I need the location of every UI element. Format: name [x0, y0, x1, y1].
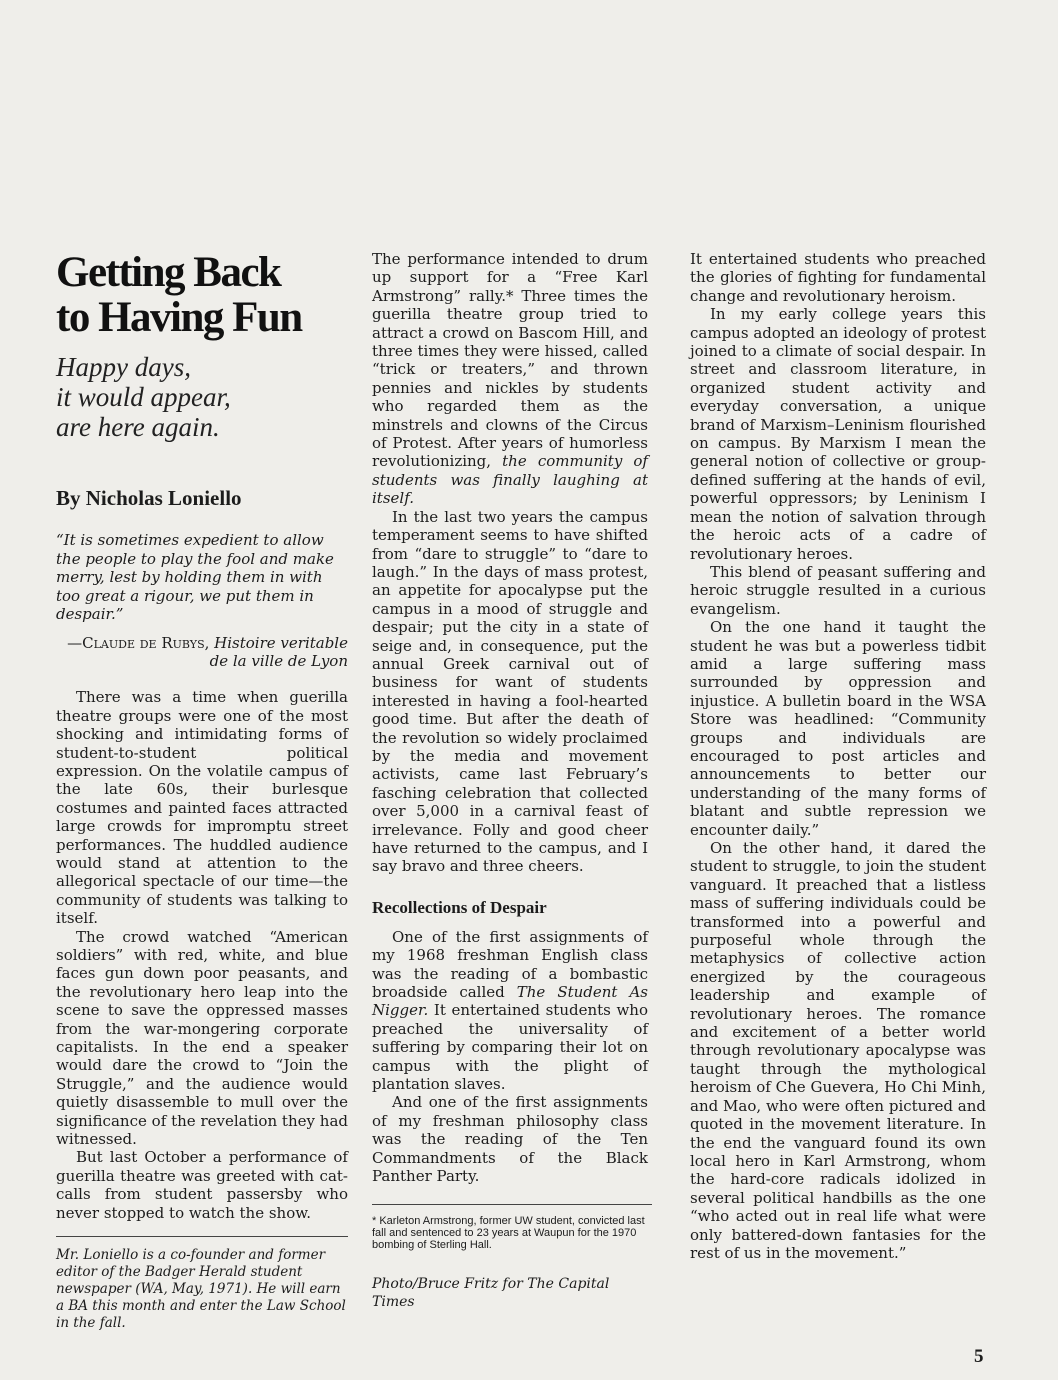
epigraph-author: —Claude de Rubys,	[67, 633, 210, 652]
body-paragraph: One of the first assignments of my 1968 freshman English class was the reading of a bombastic broadside called The Student As Nigger. It entertained students who preached the universality of suffering by comparing their lot on campus with the plight of plantation slaves.	[372, 927, 648, 1094]
column-2	[372, 250, 648, 1311]
body-paragraph: It entertained students who preached the glories of fighting for fundamental change and revolutionary heroism.	[690, 250, 986, 305]
body-paragraph: The performance intended to drum up support for a “Free Karl Armstrong” rally.* Three times the guerilla theatre group tried to attract a crowd on Bascom Hill, and three times they were hissed, called “trick or treaters,” and thrown pennies and nickles by students who regarded them as the minstrels and clowns of the Circus of Protest. After years of humorless revolutionizing, the community of students was finally laughing at itself.	[372, 250, 648, 508]
body-paragraph: This blend of peasant suffering and heroic struggle resulted in a curious evangelism.	[690, 562, 986, 618]
body-paragraph: The crowd watched “American soldiers” with red, white, and blue faces gun down poor peasants, and the revolutionary hero leap into the scene to save the oppressed masses from the war-mongering corporate capitalists. In the end a speaker would dare the crowd to “Join the Struggle,” and the audience would quietly disassemble to mull over the significance of the revelation they had witnessed.	[56, 927, 348, 1149]
body-paragraph: On the other hand, it dared the student to struggle, to join the student vanguard. It preached that a listless mass of suffering individuals could be transformed into a powerful and purposeful whole through the metaphysics of collective action energized by the courageous leadership and example of revolutionary heroes. The romance and excitement of a better world through revolutionary apocalypse was taught through the mythological heroism of Che Guevera, Ho Chi Minh, and Mao, who were often pictured and quoted in the movement literature. In the end the vanguard found its own local hero in Karl Armstrong, whom the hard-core radicals idolized in several political handbills as the one “who acted out in real life what were only battered-down fantasies for the rest of us in the movement.”	[690, 839, 986, 1262]
footnote: * Karleton Armstrong, former UW student, convicted last fall and sentenced to 23 years at Waupun for the 1970 bombing of Sterling Hall.	[372, 1214, 645, 1251]
divider	[56, 1236, 348, 1237]
body-paragraph: And one of the first assignments of my freshman philosophy class was the reading of the Ten Commandments of the Black Panther Party.	[372, 1093, 648, 1186]
column-1	[56, 250, 348, 1332]
article-deck: Happy days, it would appear, are here again.	[56, 352, 231, 442]
epigraph-attribution	[56, 634, 348, 671]
epigraph: “It is sometimes expedient to allow the people to play the fool and make merry, lest by holding them in with too great a rigour, we put them in despair.”	[56, 531, 334, 623]
body-paragraph: In the last two years the campus temperament seems to have shifted from “dare to struggle” to “dare to laugh.” In the days of mass protest, an appetite for apocalypse put the campus in a mood of struggle and despair; put the city in a state of seige and, in consequence, put the annual Greek carnival out of business for want of students interested in having a fool-hearted good time. But after the death of the revolution so widely proclaimed by the media and movement activists, came last February’s fasching celebration that collected over 5,000 in a carnival feast of irrelevance. Folly and good cheer have returned to the campus, and I say bravo and three cheers.	[372, 507, 648, 876]
body-paragraph: But last October a performance of guerilla theatre was greeted with cat-calls from student passersby who never stopped to watch the show.	[56, 1148, 348, 1222]
page-number: 5	[974, 1346, 984, 1367]
body-paragraph: On the one hand it taught the student he was but a powerless tidbit amid a large suffering mass surrounded by oppression and injustice. A bulletin board in the WSA Store was headlined: “Community groups and individuals are encouraged to post articles and announcements to better our understanding of the many forms of blatant and subtle repression we encounter daily.”	[690, 618, 986, 839]
photo-credit: Photo/Bruce Fritz for The Capital Times	[372, 1275, 610, 1310]
author-bio: Mr. Loniello is a co-founder and former editor of the Badger Herald student newspaper (WA, May, 1971). He will earn a BA this month and enter the Law School in the fall.	[56, 1247, 346, 1332]
footnote-divider	[372, 1204, 652, 1205]
epigraph-source: Histoire veritable de la ville de Lyon	[209, 633, 348, 670]
column-3	[690, 250, 986, 1262]
body-paragraph: In my early college years this campus adopted an ideology of protest joined to a climate of social despair. In street and classroom literature, in organized student activity and everyday conversation, a unique brand of Marxism–Leninism flourished on campus. By Marxism I mean the general notion of collective or group-defined suffering at the hands of evil, powerful oppressors; by Leninism I mean the notion of salvation through the heroic acts of a cadre of revolutionary heroes.	[690, 305, 986, 563]
article-title: Getting Back to Having Fun	[56, 249, 302, 341]
body-paragraph: There was a time when guerilla theatre groups were one of the most shocking and intimidating forms of student-to-student political expression. On the volatile campus of the late 60s, their burlesque costumes and painted faces attracted large crowds for impromptu street performances. The huddled audience would stand at attention to the allegorical spectacle of our time—the community of students was talking to itself.	[56, 688, 348, 928]
byline: By Nicholas Loniello	[56, 486, 242, 510]
section-heading: Recollections of Despair	[372, 897, 547, 917]
